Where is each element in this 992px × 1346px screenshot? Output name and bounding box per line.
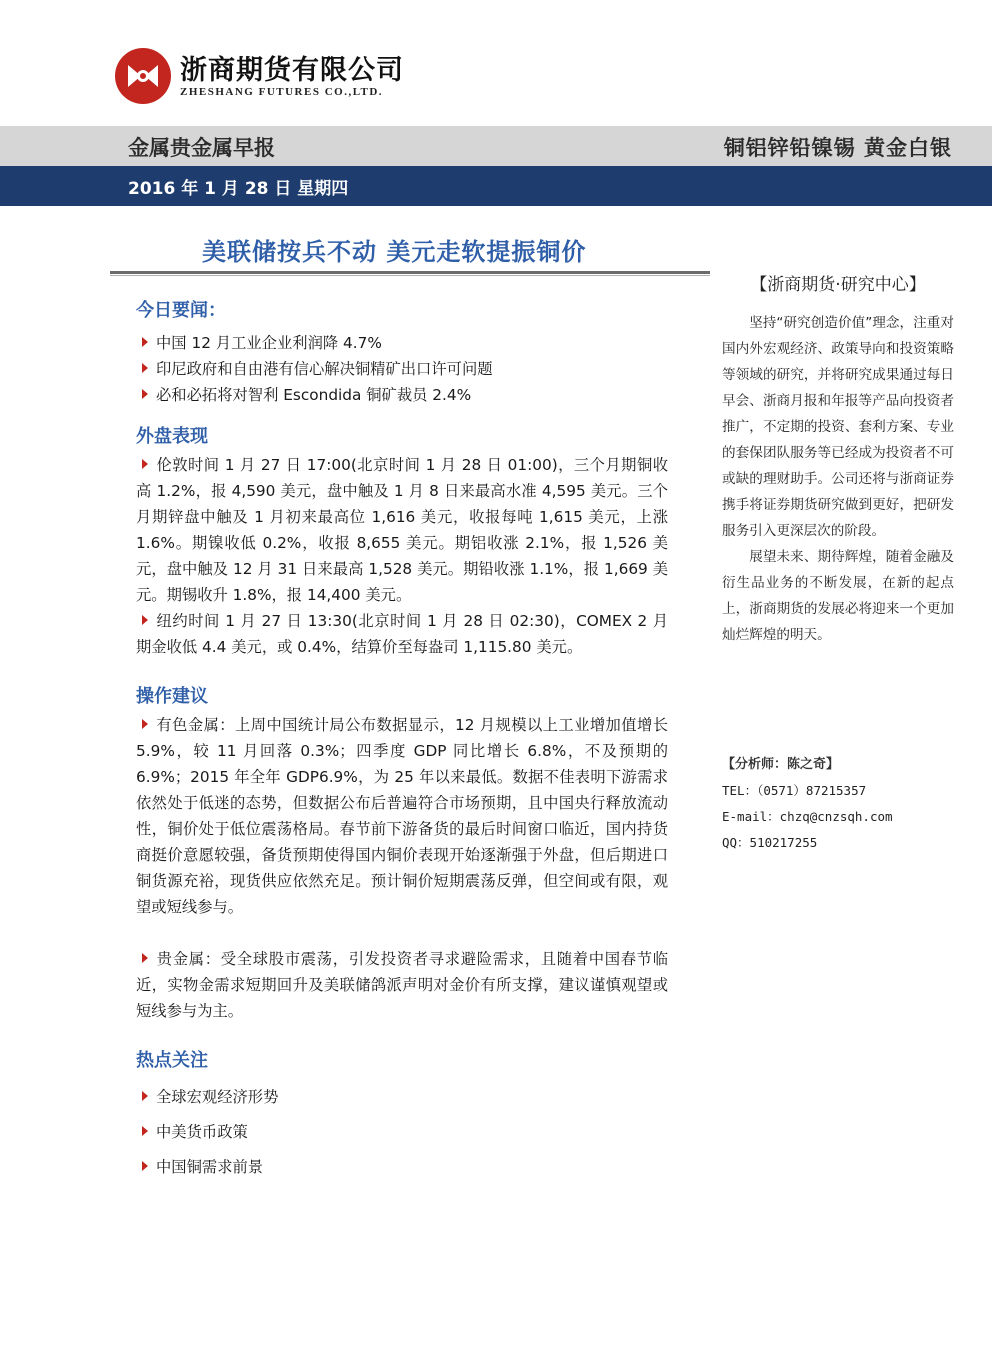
- focus-item: 中美货币政策: [136, 1119, 668, 1145]
- company-name-cn: 浙商期货有限公司: [180, 55, 404, 86]
- bullet-arrow-icon: [142, 1091, 148, 1101]
- overseas-paragraph: 伦敦时间 1 月 27 日 17:00(北京时间 1 月 28 日 01:00)，三个月期铜收高 1.2%，报 4,590 美元，盘中触及 1 月 8 日来最高水准 4,595 美元。三个月期锌盘中触及 1 月初来最高位 1,616 美元，收报每吨 1,615 美元，上涨 1.6%。期镍收低 0.2%，收报 8,655 美元。期铝收涨 2.1%，报 1,526 美元，盘中触及 12 月 31 日来最高 1,528 美元。期铅收涨 1.1%，报 1,669 美元。期锡收升 1.8%，报 14,400 美元。: [136, 456, 668, 604]
- company-logo-icon: [114, 47, 172, 105]
- section-news-heading: 今日要闻：: [136, 300, 226, 321]
- company-name-en: ZHESHANG FUTURES CO.,LTD.: [180, 86, 384, 98]
- page-title: 美联储按兵不动 美元走软提振铜价: [202, 238, 587, 266]
- bullet-arrow-icon: [142, 615, 148, 625]
- analyst-name: 【分析师：陈之奇】: [722, 757, 840, 772]
- section-advice-heading: 操作建议: [136, 686, 208, 707]
- analyst-tel: TEL：（0571）87215357: [722, 783, 867, 798]
- advice-paragraph: 贵金属：受全球股市震荡，引发投资者寻求避险需求，且随着中国春节临近，实物金需求短期回升及美联储鸽派声明对金价有所支撑，建议谨慎观望或短线参与为主。: [136, 950, 668, 1020]
- focus-item: 全球宏观经济形势: [136, 1084, 668, 1110]
- news-item: 必和必拓将对智利 Escondida 铜矿裁员 2.4%: [136, 382, 668, 408]
- main-content: [136, 296, 668, 1180]
- report-band: [0, 126, 992, 166]
- bullet-arrow-icon: [142, 337, 148, 347]
- report-date: 2016 年 1 月 28 日 星期四: [128, 179, 349, 199]
- report-metals: 铜铝锌铅镍锡 黄金白银: [723, 136, 952, 160]
- analyst-email: E-mail：chzq@cnzsqh.com: [722, 809, 893, 824]
- news-item: 印尼政府和自由港有信心解决铜精矿出口许可问题: [136, 356, 668, 382]
- title-divider: [110, 271, 710, 274]
- sidebar-paragraph: 展望未来、期待辉煌，随着金融及衍生品业务的不断发展，在新的起点上，浙商期货的发展必将迎来一个更加灿烂辉煌的明天。: [722, 549, 954, 643]
- analyst-contact: [722, 752, 962, 856]
- sidebar-heading: 【浙商期货·研究中心】: [750, 275, 926, 295]
- bullet-arrow-icon: [142, 1161, 148, 1171]
- bullet-arrow-icon: [142, 1126, 148, 1136]
- research-center-sidebar: [722, 270, 954, 648]
- bullet-arrow-icon: [142, 953, 148, 963]
- section-focus-heading: 热点关注: [136, 1050, 208, 1071]
- report-name: 金属贵金属早报: [128, 136, 275, 160]
- analyst-qq: QQ：510217255: [722, 835, 818, 850]
- advice-paragraph: 有色金属：上周中国统计局公布数据显示，12 月规模以上工业增加值增长 5.9%，较 11 月回落 0.3%；四季度 GDP 同比增长 6.8%，不及预期的 6.9%；2015 年全年 GDP6.9%，为 25 年以来最低。数据不佳表明下游需求依然处于低迷的态势，但数据公布后普遍符合市场预期，且中国央行释放流动性，铜价处于低位震荡格局。春节前下游备货的最后时间窗口临近，国内持货商挺价意愿较强，备货预期使得国内铜价表现开始逐渐强于外盘，但后期进口铜货源充裕，现货供应依然充足。预计铜价短期震荡反弹，但空间或有限，观望或短线参与。: [136, 716, 668, 916]
- news-item: 中国 12 月工业企业利润降 4.7%: [136, 330, 668, 356]
- focus-item: 中国铜需求前景: [136, 1154, 668, 1180]
- bullet-arrow-icon: [142, 363, 148, 373]
- date-band: [0, 166, 992, 206]
- overseas-paragraph: 纽约时间 1 月 27 日 13:30(北京时间 1 月 28 日 02:30)，COMEX 2 月期金收低 4.4 美元，或 0.4%，结算价至每盎司 1,115.80 美元。: [136, 612, 668, 656]
- section-overseas-heading: 外盘表现: [136, 426, 208, 447]
- sidebar-paragraph: 坚持“研究创造价值”理念，注重对国内外宏观经济、政策导向和投资策略等领域的研究，并将研究成果通过每日早会、浙商月报和年报等产品向投资者推广，不定期的投资、套利方案、专业的套保团队服务等已经成为投资者不可或缺的理财助手。公司还将与浙商证券携手将证券期货研究做到更好，把研发服务引入更深层次的阶段。: [722, 315, 954, 539]
- bullet-arrow-icon: [142, 459, 148, 469]
- bullet-arrow-icon: [142, 719, 148, 729]
- bullet-arrow-icon: [142, 389, 148, 399]
